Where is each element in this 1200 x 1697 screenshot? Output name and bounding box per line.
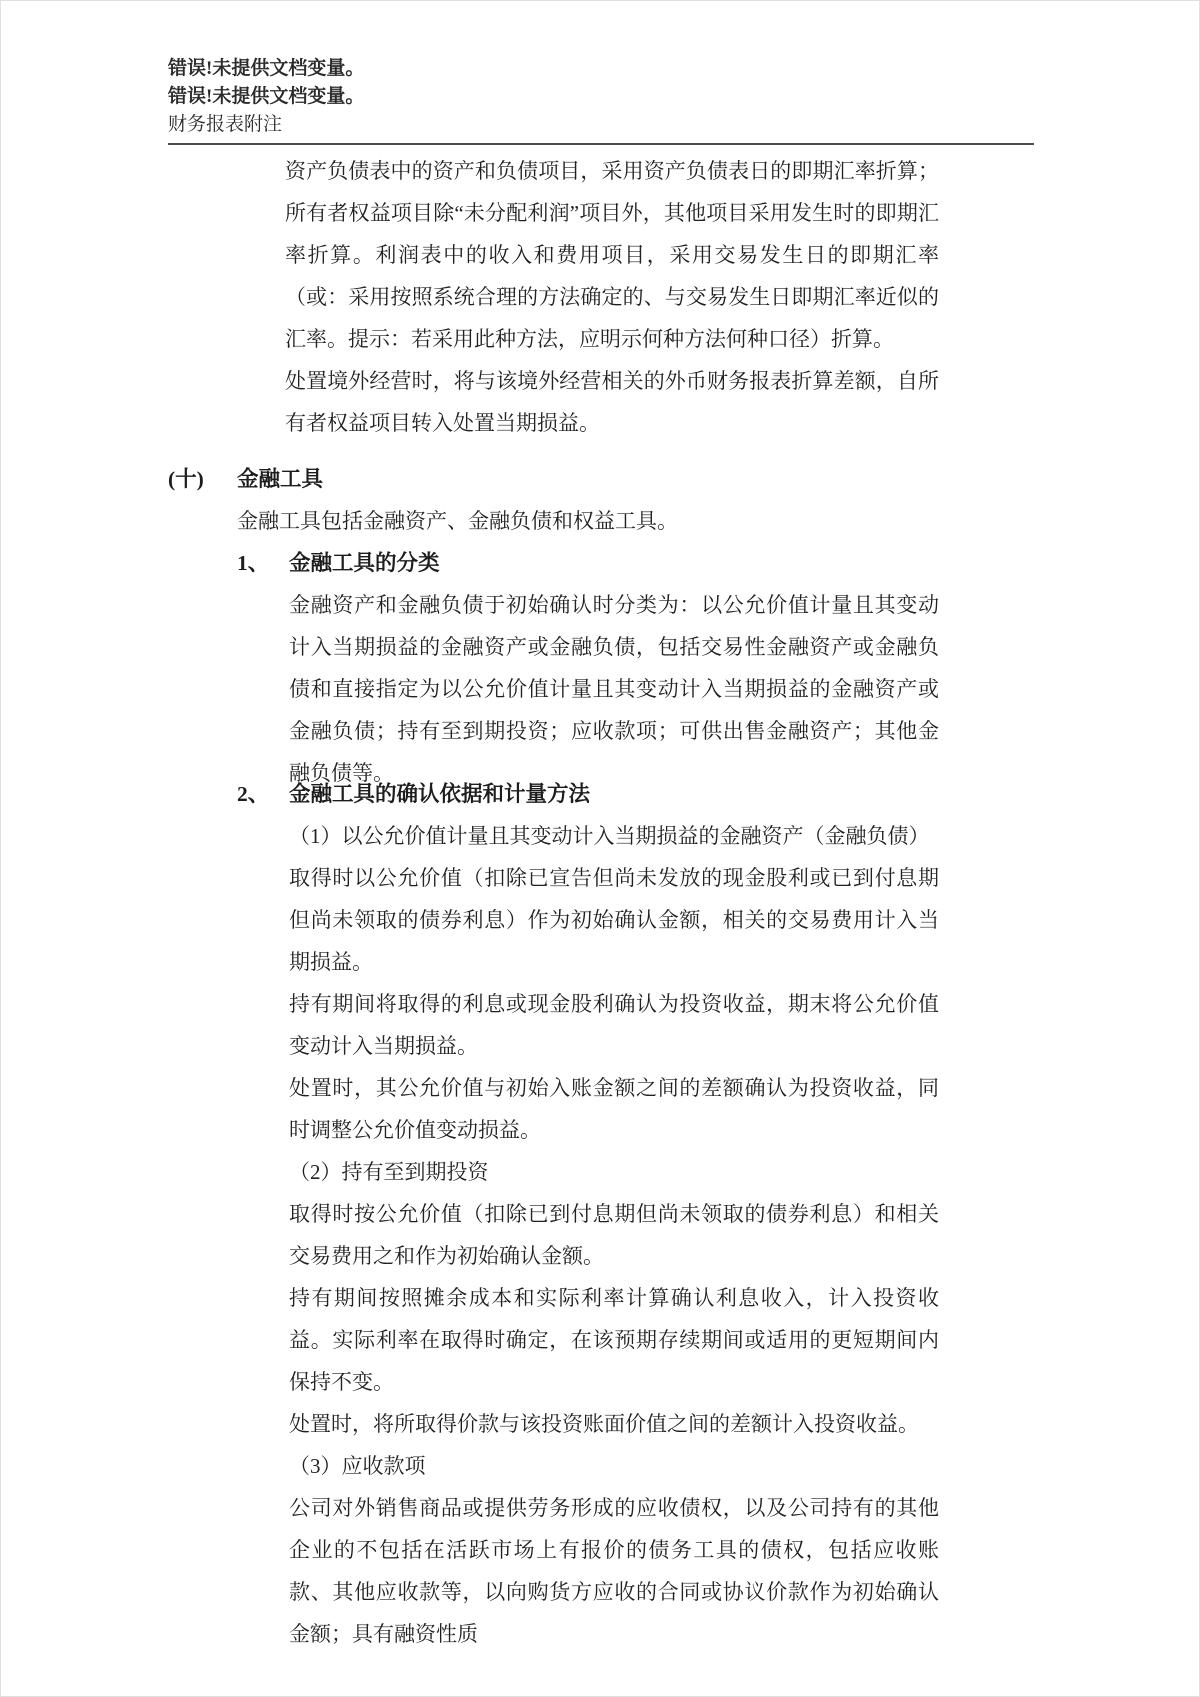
paragraph: （3）应收款项 (289, 1454, 426, 1478)
section-number: (十) (168, 467, 204, 491)
subsection-1-number: 1、 (237, 551, 270, 575)
subsection-2-heading (237, 773, 590, 815)
paragraph: 处置时，其公允价值与初始入账金额之间的差额确认为投资收益，同时调整公允价值变动损益。 (289, 1076, 939, 1142)
subsection-2-title: 金融工具的确认依据和计量方法 (289, 782, 591, 806)
paragraph: 取得时按公允价值（扣除已到付息期但尚未领取的债券利息）和相关交易费用之和作为初始确认金额。 (289, 1202, 939, 1268)
section-lead-paragraph: 金融工具包括金融资产、金融负债和权益工具。 (237, 509, 678, 533)
section-heading (168, 458, 323, 500)
header-error-line-2: 错误!未提供文档变量。 (168, 86, 365, 107)
subsection-1-title: 金融工具的分类 (289, 551, 440, 575)
section-title: 金融工具 (237, 467, 324, 491)
paragraph: 处置时，将所取得价款与该投资账面价值之间的差额计入投资收益。 (289, 1412, 919, 1436)
paragraph: 取得时以公允价值（扣除已宣告但尚未发放的现金股利或已到付息期但尚未领取的债券利息）作为初始确认金额，相关的交易费用计入当期损益。 (289, 866, 939, 974)
page-header (168, 55, 364, 139)
paragraph: （2）持有至到期投资 (289, 1160, 489, 1184)
header-error-line-1: 错误!未提供文档变量。 (168, 58, 365, 79)
header-divider (168, 143, 1034, 145)
subsection-1-heading (237, 542, 440, 584)
intro-paragraphs (285, 150, 939, 444)
paragraph: 处置境外经营时，将与该境外经营相关的外币财务报表折算差额，自所有者权益项目转入处置当期损益。 (285, 369, 939, 435)
subsection-1-body (289, 584, 939, 794)
paragraph: （1）以公允价值计量且其变动计入当期损益的金融资产（金融负债） (289, 824, 930, 848)
subsection-2-body (289, 815, 939, 1655)
paragraph: 持有期间将取得的利息或现金股利确认为投资收益，期末将公允价值变动计入当期损益。 (289, 992, 939, 1058)
paragraph: 资产负债表中的资产和负债项目，采用资产负债表日的即期汇率折算；所有者权益项目除“未分配利润”项目外，其他项目采用发生时的即期汇率折算。利润表中的收入和费用项目，采用交易发生日的即期汇率（或：采用按照系统合理的方法确定的、与交易发生日即期汇率近似的汇率。提示：若采用此种方法，应明示何种方法何种口径）折算。 (285, 159, 939, 351)
paragraph: 金融资产和金融负债于初始确认时分类为：以公允价值计量且其变动计入当期损益的金融资产或金融负债，包括交易性金融资产或金融负债和直接指定为以公允价值计量且其变动计入当期损益的金融资产或金融负债；持有至到期投资；应收款项；可供出售金融资产；其他金融负债等。 (289, 593, 939, 785)
paragraph: 持有期间按照摊余成本和实际利率计算确认利息收入，计入投资收益。实际利率在取得时确定，在该预期存续期间或适用的更短期间内保持不变。 (289, 1286, 939, 1394)
subsection-2-number: 2、 (237, 782, 270, 806)
paragraph: 公司对外销售商品或提供劳务形成的应收债权，以及公司持有的其他企业的不包括在活跃市场上有报价的债务工具的债权，包括应收账款、其他应收款等，以向购货方应收的合同或协议价款作为初始确认金额；具有融资性质 (289, 1496, 939, 1646)
header-doc-title: 财务报表附注 (168, 114, 283, 135)
